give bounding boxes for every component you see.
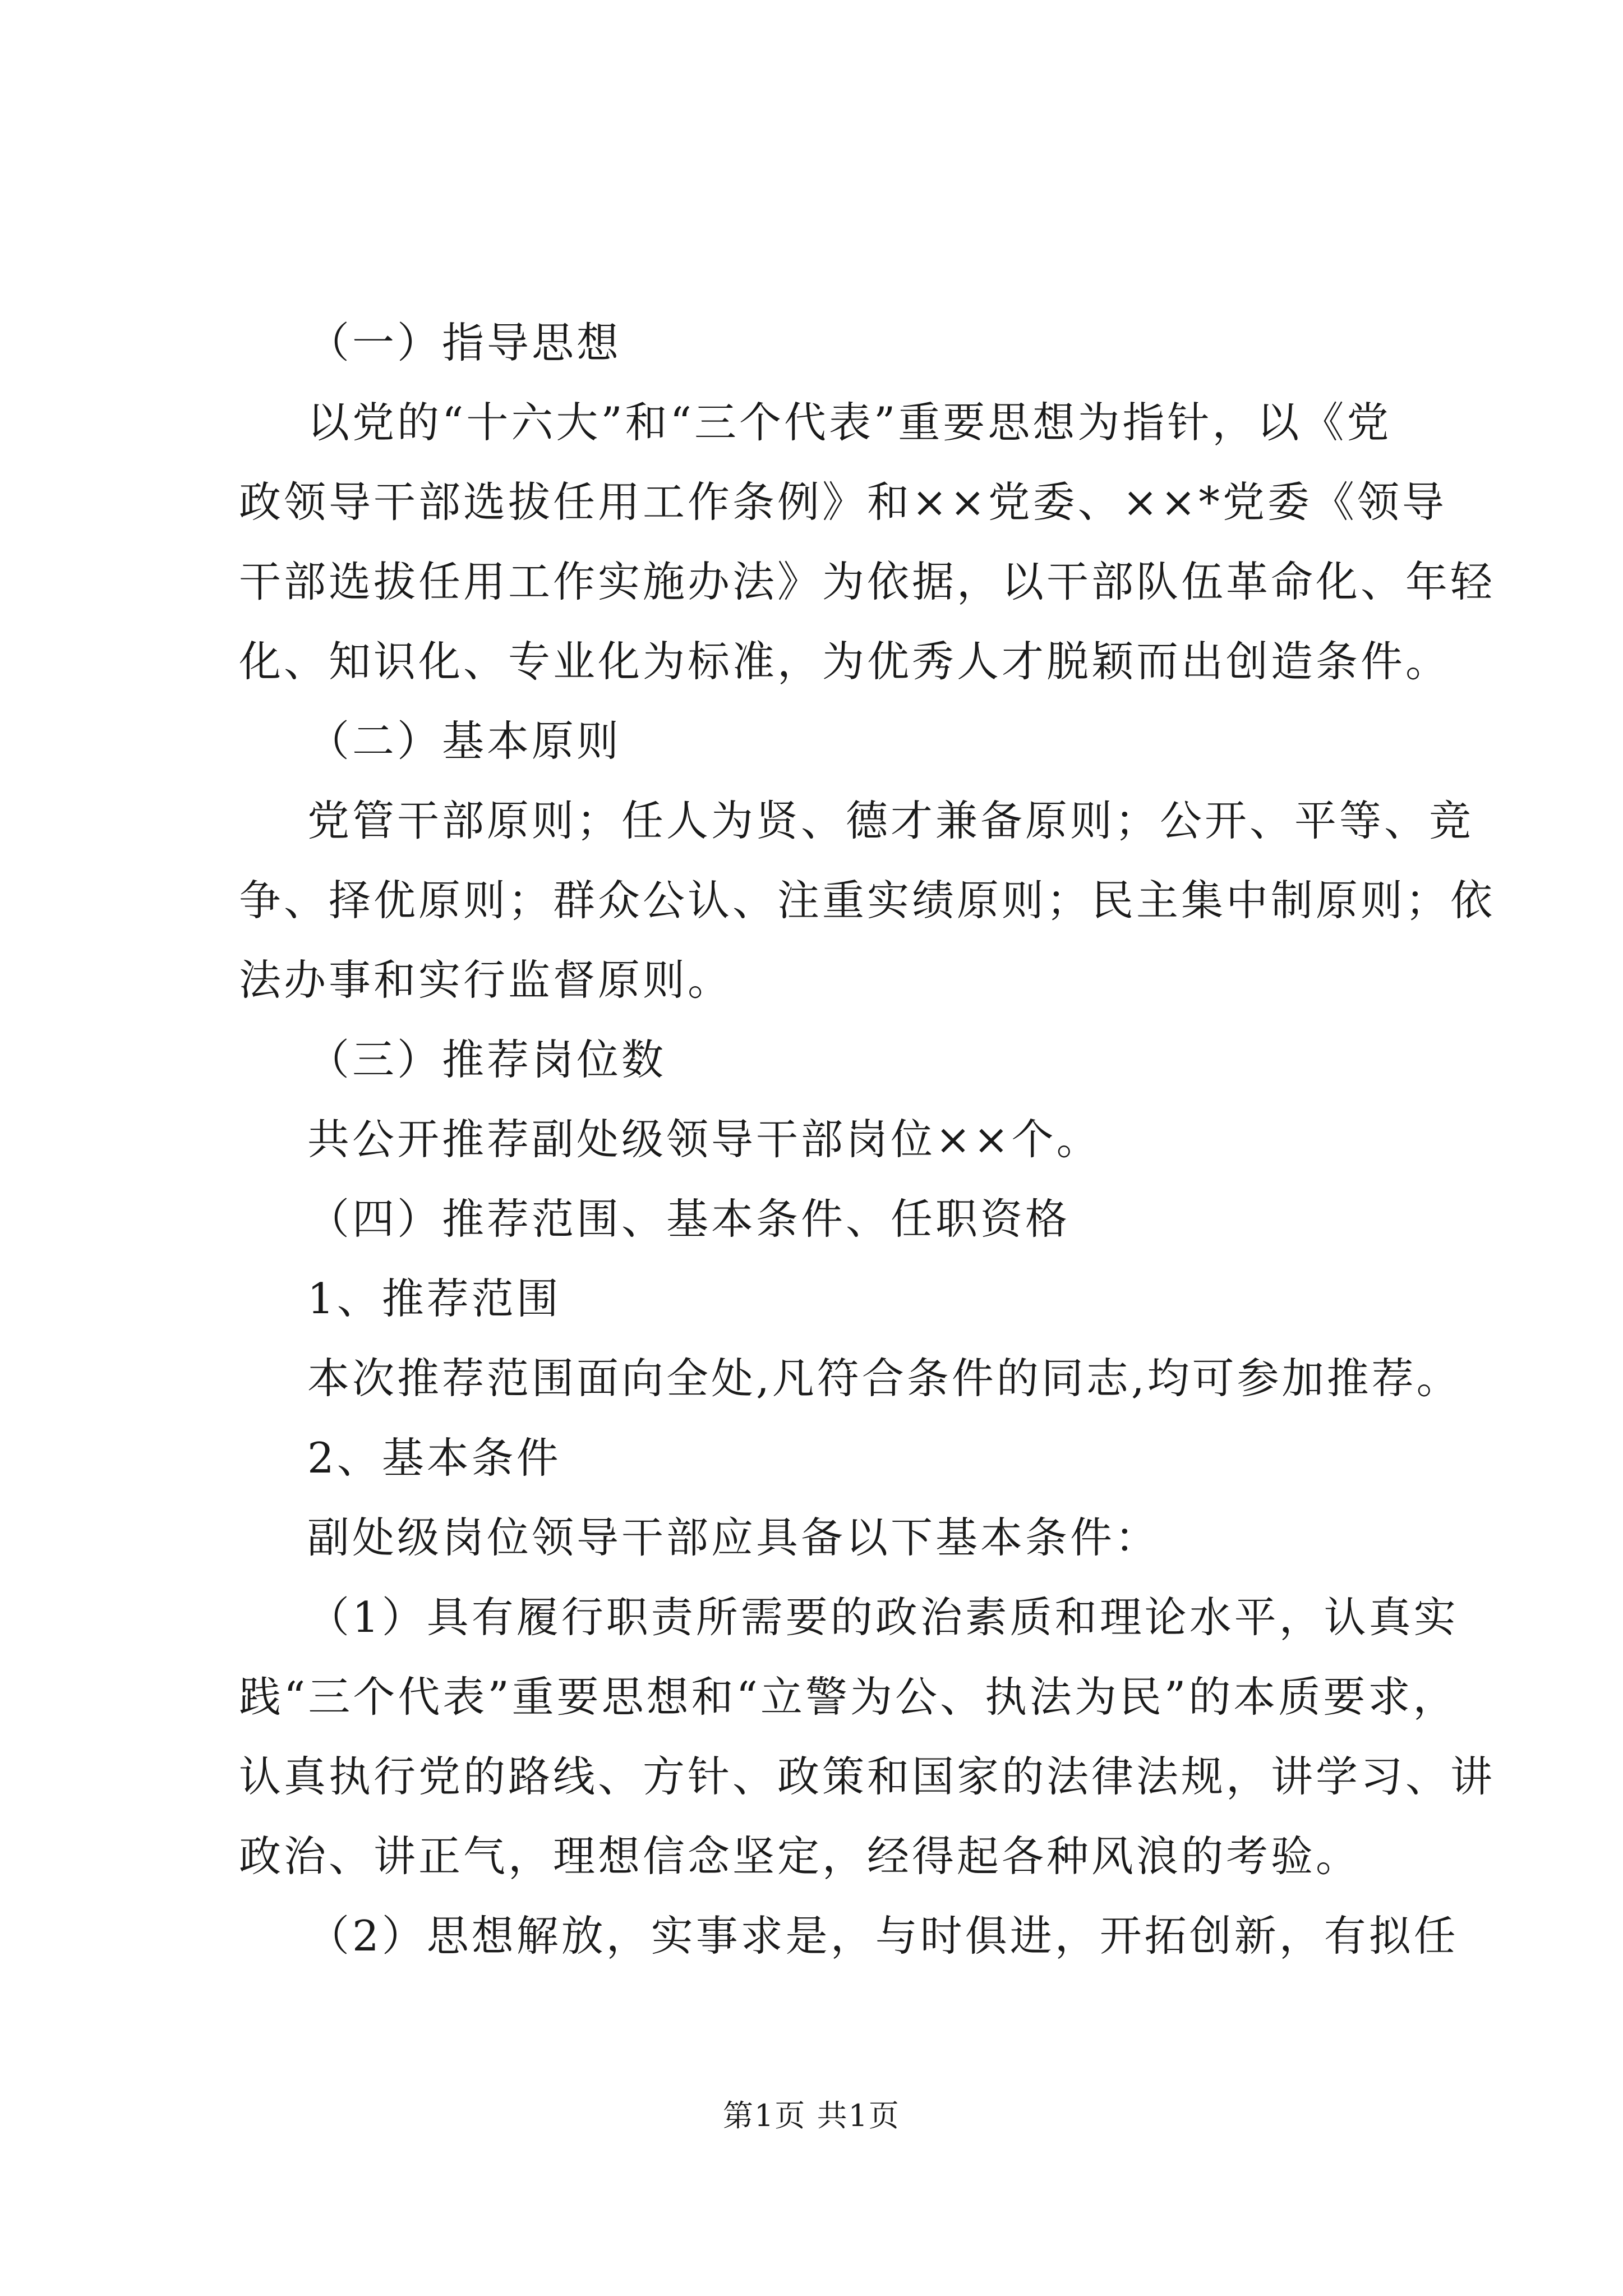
document-body xyxy=(239,303,1496,1976)
paragraph-line: 以党的“十六大”和“三个代表”重要思想为指针，以《党 xyxy=(307,398,1392,447)
paragraph-line: 践“三个代表”重要思想和“立警为公、执法为民”的本质要求， xyxy=(239,1672,1458,1722)
page-footer: 第1页 共1页 xyxy=(723,2098,900,2133)
paragraph-line: 共公开推荐副处级领导干部岗位××个。 xyxy=(307,1115,1101,1164)
paragraph-line: （1）具有履行职责所需要的政治素质和理论水平，认真实 xyxy=(307,1593,1459,1642)
section-heading-scope-conditions: （四）推荐范围、基本条件、任职资格 xyxy=(307,1194,1071,1244)
paragraph-line: 党管干部原则；任人为贤、德才兼备原则；公开、平等、竞 xyxy=(307,796,1474,845)
subheading-basic-conditions: 2、基本条件 xyxy=(307,1433,561,1483)
section-heading-guiding-thought: （一）指导思想 xyxy=(307,318,622,367)
paragraph-line: 干部选拔任用工作实施办法》为依据，以干部队伍革命化、年轻 xyxy=(239,557,1496,606)
section-heading-post-count: （三）推荐岗位数 xyxy=(307,1035,667,1084)
paragraph-line: 化、知识化、专业化为标准，为优秀人才脱颖而出创造条件。 xyxy=(239,637,1451,686)
paragraph-line: 认真执行党的路线、方针、政策和国家的法律法规，讲学习、讲 xyxy=(239,1752,1496,1801)
paragraph-line: 争、择优原则；群众公认、注重实绩原则；民主集中制原则；依 xyxy=(239,876,1496,925)
paragraph-line: （2）思想解放，实事求是，与时俱进，开拓创新，有拟任 xyxy=(307,1911,1459,1961)
section-heading-basic-principles: （二）基本原则 xyxy=(307,716,622,766)
paragraph-line: 副处级岗位领导干部应具备以下基本条件： xyxy=(307,1513,1160,1562)
subheading-scope: 1、推荐范围 xyxy=(307,1274,561,1323)
paragraph-line: 本次推荐范围面向全处,凡符合条件的同志,均可参加推荐。 xyxy=(307,1354,1461,1403)
paragraph-line: 法办事和实行监督原则。 xyxy=(239,955,733,1005)
paragraph-line: 政治、讲正气，理想信念坚定，经得起各种风浪的考验。 xyxy=(239,1832,1361,1881)
paragraph-line: 政领导干部选拔任用工作条例》和××党委、××*党委《领导 xyxy=(239,477,1447,527)
